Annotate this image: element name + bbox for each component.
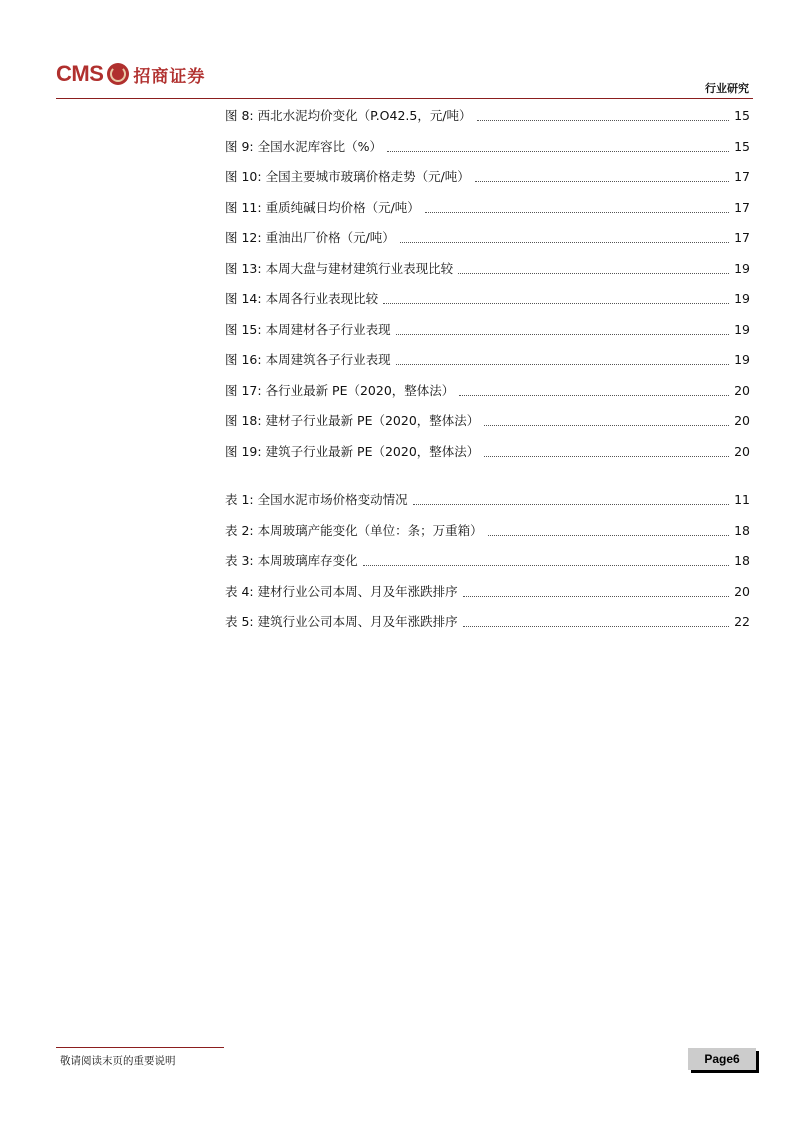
toc-leader-dots [413,504,729,505]
toc-entry-label: 表 2: 本周玻璃产能变化（单位：条；万重箱） [225,522,483,538]
toc-entry-label: 图 8: 西北水泥均价变化（P.O42.5，元/吨） [225,108,472,123]
toc-leader-dots [425,212,729,213]
toc-leader-dots [484,456,729,457]
toc-entry-label: 图 13: 本周大盘与建材建筑行业表现比较 [225,260,454,276]
toc-entry-page: 19 [734,321,750,337]
toc-entry-page: 18 [734,522,750,538]
toc-figure-entry[interactable] [225,228,750,246]
toc-figure-entry[interactable] [225,198,750,216]
toc-leader-dots [488,535,729,536]
toc-leader-dots [396,334,730,335]
toc-entry-label: 表 5: 建筑行业公司本周、月及年涨跌排序 [225,614,458,629]
toc-leader-dots [458,273,729,274]
toc-table-entry[interactable] [225,612,750,630]
toc-entry-label: 图 11: 重质纯碱日均价格（元/吨） [225,199,420,215]
toc-figure-entry[interactable] [225,137,750,155]
toc-entry-label: 图 14: 本周各行业表现比较 [225,291,379,306]
toc-leader-dots [400,242,729,243]
footer-divider [56,1047,224,1048]
toc-figure-entry[interactable] [225,381,750,399]
toc-leader-dots [383,303,729,304]
toc-entry-label: 表 3: 本周玻璃库存变化 [225,553,358,568]
report-section-label: 行业研究 [705,82,749,95]
logo-emblem-icon [107,63,129,85]
disclaimer-notice: 敬请阅读末页的重要说明 [60,1055,176,1067]
toc-entry-page: 15 [734,108,750,123]
toc-entry-label: 图 10: 全国主要城市玻璃价格走势（元/吨） [225,169,470,184]
toc-figure-entry[interactable] [225,350,750,368]
toc-entry-page: 11 [734,492,750,507]
toc-entry-label: 图 18: 建材子行业最新 PE（2020，整体法） [225,413,480,428]
toc-figure-entry[interactable] [225,106,750,124]
toc-entry-page: 15 [734,138,750,154]
toc-figure-entry[interactable] [225,289,750,307]
toc-entry-page: 20 [734,583,750,599]
toc-entry-label: 图 17: 各行业最新 PE（2020，整体法） [225,382,455,398]
toc-entry-page: 19 [734,352,750,367]
toc-entry-page: 20 [734,413,750,428]
toc-leader-dots [463,596,729,597]
toc-figure-entry[interactable] [225,411,750,429]
toc-entry-page: 17 [734,169,750,184]
toc-entry-page: 20 [734,443,750,459]
toc-figure-entry[interactable] [225,442,750,460]
toc-entry-page: 19 [734,291,750,306]
toc-table-entry[interactable] [225,521,750,539]
toc-leader-dots [463,626,729,627]
toc-entry-page: 17 [734,230,750,245]
toc-entry-label: 表 1: 全国水泥市场价格变动情况 [225,492,408,507]
toc-leader-dots [387,151,729,152]
company-logo [56,58,205,90]
toc-entry-label: 表 4: 建材行业公司本周、月及年涨跌排序 [225,583,458,599]
header-divider [56,98,753,99]
toc-table-entry[interactable] [225,490,750,508]
toc-leader-dots [459,395,729,396]
toc-entry-label: 图 19: 建筑子行业最新 PE（2020，整体法） [225,443,480,459]
page-number-badge: Page6 [688,1048,756,1070]
toc-figure-entry[interactable] [225,320,750,338]
toc-entry-page: 19 [734,260,750,276]
toc-leader-dots [477,120,730,121]
logo-latin-text: CMS [56,61,104,86]
toc-entry-page: 17 [734,199,750,215]
toc-leader-dots [363,565,729,566]
toc-entry-page: 18 [734,553,750,568]
toc-figure-entry[interactable] [225,259,750,277]
toc-entry-page: 22 [734,614,750,629]
toc-entry-label: 图 9: 全国水泥库容比（%） [225,138,382,154]
toc-entry-label: 图 12: 重油出厂价格（元/吨） [225,230,395,245]
toc-leader-dots [475,181,729,182]
logo-chinese-text: 招商证券 [133,66,206,87]
toc-table-entry[interactable] [225,551,750,569]
toc-leader-dots [396,364,730,365]
toc-entry-label: 图 16: 本周建筑各子行业表现 [225,352,391,367]
toc-entry-page: 20 [734,382,750,398]
toc-figure-entry[interactable] [225,167,750,185]
toc-leader-dots [484,425,729,426]
toc-table-entry[interactable] [225,582,750,600]
toc-entry-label: 图 15: 本周建材各子行业表现 [225,321,391,337]
